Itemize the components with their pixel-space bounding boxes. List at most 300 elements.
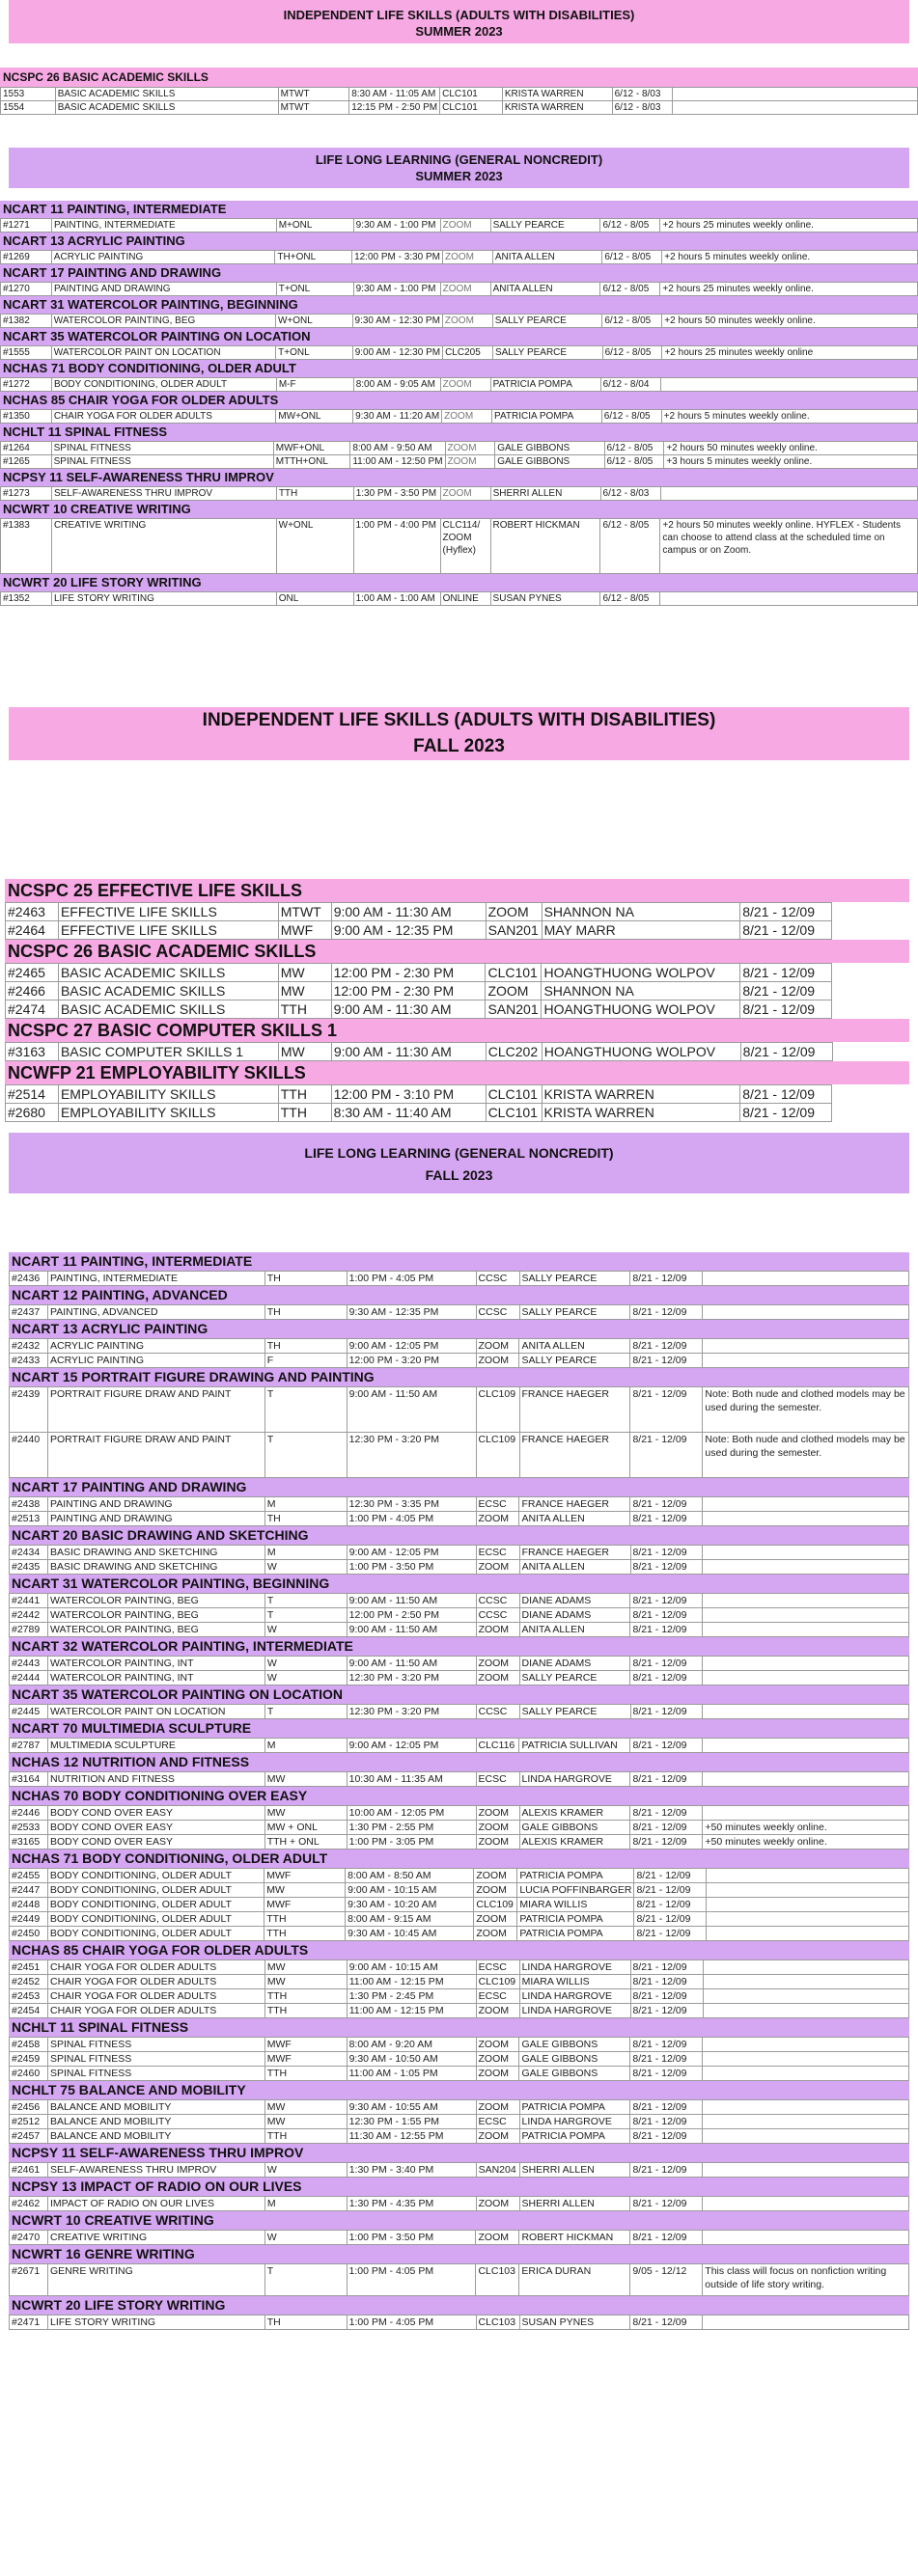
dates: 8/21 - 12/09 (630, 1739, 703, 1753)
course-header: NCWRT 16 GENRE WRITING (9, 2245, 909, 2263)
instructor: GALE GIBBONS (495, 442, 604, 455)
class-number: #2437 (10, 1305, 48, 1320)
days: T (264, 1387, 347, 1433)
course-header: NCART 17 PAINTING AND DRAWING (0, 264, 918, 282)
time: 1:00 PM - 3:50 PM (347, 2231, 476, 2245)
notes: Note: Both nude and clothed models may be used during the semester. (703, 1433, 909, 1478)
instructor: HOANGTHUONG WOLPOV (542, 964, 740, 982)
time: 1:00 PM - 4:05 PM (347, 2316, 476, 2330)
instructor: ROBERT HICKMAN (519, 2231, 630, 2245)
location: ZOOM (486, 982, 542, 1000)
time: 12:00 PM - 2:30 PM (331, 982, 486, 1000)
course-title: BODY COND OVER EASY (47, 1835, 264, 1850)
course-table (0, 486, 918, 501)
instructor: SHERRI ALLEN (519, 2163, 630, 2178)
location: ZOOM (476, 2067, 519, 2081)
notes (703, 2100, 909, 2115)
time: 1:30 PM - 4:35 PM (347, 2197, 476, 2211)
days: MW (264, 2100, 347, 2115)
course-title: MULTIMEDIA SCULPTURE (47, 1739, 264, 1753)
fall-lll-section (0, 1133, 918, 2330)
dates: 8/21 - 12/09 (630, 1705, 703, 1719)
course-header: NCSPC 27 BASIC COMPUTER SKILLS 1 (5, 1019, 909, 1042)
table-row (10, 1305, 909, 1320)
location: CLC109 (476, 1975, 519, 1989)
notes (703, 1339, 909, 1354)
class-number: #2444 (10, 1671, 48, 1685)
summer-lll-banner (9, 148, 909, 188)
location: ECSC (476, 1960, 519, 1975)
table-row (1, 315, 918, 328)
class-number: #2513 (10, 1512, 48, 1526)
class-number: #1264 (1, 442, 52, 455)
time: 9:00 AM - 11:30 AM (331, 903, 486, 921)
table-row (6, 1104, 909, 1122)
days: T (264, 1705, 347, 1719)
course-header: NCWFP 21 EMPLOYABILITY SKILLS (5, 1061, 909, 1084)
time: 1:30 PM - 3:50 PM (353, 487, 440, 501)
class-number: #3164 (10, 1772, 48, 1787)
days: MW (264, 1772, 347, 1787)
time: 11:00 AM - 12:15 PM (347, 1975, 476, 1989)
class-number: #2446 (10, 1806, 48, 1821)
dates: 6/12 - 8/05 (602, 251, 662, 264)
course-header: NCART 35 WATERCOLOR PAINTING ON LOCATION (9, 1685, 909, 1704)
days: TH (264, 2316, 347, 2330)
table-row (1, 346, 918, 360)
instructor: ANITA ALLEN (519, 1339, 630, 1354)
dates: 8/21 - 12/09 (630, 1671, 703, 1685)
time: 9:00 AM - 11:30 AM (331, 1043, 486, 1061)
time: 9:00 AM - 12:35 PM (331, 921, 486, 940)
course-table (0, 441, 918, 469)
dates: 8/21 - 12/09 (634, 1869, 707, 1883)
course-table (5, 963, 909, 1019)
days: T+ONL (276, 346, 353, 360)
location: ECSC (476, 1989, 519, 2004)
dates: 8/21 - 12/09 (630, 1657, 703, 1671)
days: MW (264, 2115, 347, 2129)
notes (703, 1960, 909, 1975)
instructor: KRISTA WARREN (542, 1085, 740, 1104)
fall-lll-banner (9, 1133, 909, 1193)
instructor: ANITA ALLEN (492, 251, 602, 264)
dates: 8/21 - 12/09 (630, 1497, 703, 1512)
notes (703, 2115, 909, 2129)
instructor: GALE GIBBONS (519, 1821, 630, 1835)
class-number: #2453 (10, 1989, 48, 2004)
class-number: #2433 (10, 1354, 48, 1368)
course-header: NCART 31 WATERCOLOR PAINTING, BEGINNING (0, 296, 918, 314)
class-number: #2440 (10, 1433, 48, 1478)
instructor: LINDA HARGROVE (519, 2115, 630, 2129)
time: 9:30 AM - 10:20 AM (346, 1898, 474, 1912)
course-title: WATERCOLOR PAINTING, BEG (47, 1594, 264, 1608)
class-number: #1382 (1, 315, 52, 328)
days: MW (278, 1043, 331, 1061)
course-table (9, 2263, 909, 2296)
course-title: WATERCOLOR PAINTING, BEG (47, 1608, 264, 1623)
notes: +3 hours 5 minutes weekly online. (664, 455, 918, 469)
course-title: SPINAL FITNESS (47, 2038, 264, 2052)
location: CLC101 (486, 1085, 542, 1104)
course-list (0, 201, 918, 606)
location: ZOOM (440, 283, 490, 296)
notes (703, 2038, 909, 2052)
dates: 8/21 - 12/09 (740, 1085, 832, 1104)
instructor: FRANCE HAEGER (519, 1387, 630, 1433)
section-title: LIFE LONG LEARNING (GENERAL NONCREDIT) (304, 1145, 614, 1161)
table-row (10, 1354, 909, 1368)
course-header: NCHLT 11 SPINAL FITNESS (9, 2018, 909, 2037)
fall-ils-section (0, 707, 918, 1122)
dates: 8/21 - 12/09 (630, 2004, 703, 2018)
section-title: LIFE LONG LEARNING (GENERAL NONCREDIT) (315, 152, 603, 167)
table-row (10, 1960, 909, 1975)
summer-lll-section (0, 148, 918, 606)
instructor: LUCIA POFFINBARGER (517, 1883, 634, 1898)
time: 10:00 AM - 12:05 PM (347, 1806, 476, 1821)
time: 9:30 AM - 12:35 PM (347, 1305, 476, 1320)
table-row (1, 251, 918, 264)
location: ZOOM (443, 251, 493, 264)
class-number: #2452 (10, 1975, 48, 1989)
notes (660, 592, 918, 606)
instructor: SALLY PEARCE (490, 219, 600, 233)
days: W (264, 2163, 347, 2178)
table-row (10, 1594, 909, 1608)
notes (660, 487, 918, 501)
course-table (9, 2162, 909, 2178)
dates: 6/12 - 8/05 (600, 519, 660, 574)
days: TH (264, 1512, 347, 1526)
notes (703, 1806, 909, 1821)
class-number: 1554 (1, 101, 56, 115)
course-title: BASIC ACADEMIC SKILLS (55, 88, 278, 101)
course-table (9, 1271, 909, 1286)
class-number: #1383 (1, 519, 52, 574)
location: CCSC (476, 1594, 519, 1608)
instructor: PATRICIA POMPA (492, 410, 602, 424)
location: ZOOM (476, 1806, 519, 1821)
class-number: 1553 (1, 88, 56, 101)
time: 8:00 AM - 9:20 AM (347, 2038, 476, 2052)
instructor: PATRICIA POMPA (519, 2100, 630, 2115)
course-table (9, 1338, 909, 1368)
class-number: #1271 (1, 219, 52, 233)
dates: 8/21 - 12/09 (634, 1883, 707, 1898)
location: CCSC (476, 1608, 519, 1623)
instructor: HOANGTHUONG WOLPOV (542, 1043, 740, 1061)
class-number: #2789 (10, 1623, 48, 1637)
course-title: BODY CONDITIONING, OLDER ADULT (47, 1883, 264, 1898)
days: ONL (276, 592, 353, 606)
location: CCSC (476, 1272, 519, 1286)
table-row (10, 1512, 909, 1526)
class-number: #2451 (10, 1960, 48, 1975)
notes (703, 1305, 909, 1320)
section-term: SUMMER 2023 (415, 24, 503, 39)
table-row (6, 1000, 909, 1019)
course-table (9, 1386, 909, 1478)
dates: 8/21 - 12/09 (630, 2231, 703, 2245)
location: CLC101 (486, 1104, 542, 1122)
days: MWF (264, 2052, 347, 2067)
course-title: BODY COND OVER EASY (47, 1806, 264, 1821)
course-header: NCPSY 13 IMPACT OF RADIO ON OUR LIVES (9, 2178, 909, 2196)
notes: Note: Both nude and clothed models may be used during the semester. (703, 1387, 909, 1433)
dates: 8/21 - 12/09 (630, 1989, 703, 2004)
location: CCSC (476, 1305, 519, 1320)
table-row (6, 964, 909, 982)
notes (703, 1705, 909, 1719)
time: 11:00 AM - 12:50 PM (350, 455, 445, 469)
dates: 8/21 - 12/09 (630, 1623, 703, 1637)
time: 9:00 AM - 11:30 AM (331, 1000, 486, 1019)
location: CLC205 (443, 346, 493, 360)
instructor: PATRICIA POMPA (517, 1927, 634, 1941)
course-header: NCWRT 10 CREATIVE WRITING (0, 501, 918, 518)
class-number: #2438 (10, 1497, 48, 1512)
location: ZOOM (486, 903, 542, 921)
summer-ils-section (0, 0, 918, 115)
notes: +50 minutes weekly online. (703, 1821, 909, 1835)
time: 9:30 AM - 10:55 AM (347, 2100, 476, 2115)
class-number: #2464 (6, 921, 59, 940)
time: 8:00 AM - 9:50 AM (350, 442, 445, 455)
class-number: #1272 (1, 378, 52, 392)
class-number: #2466 (6, 982, 59, 1000)
instructor: LINDA HARGROVE (519, 1989, 630, 2004)
days: TTH (264, 2129, 347, 2144)
table-row (1, 519, 918, 574)
time: 12:00 PM - 2:30 PM (331, 964, 486, 982)
notes (703, 1739, 909, 1753)
course-list (9, 1252, 909, 2330)
notes (703, 1623, 909, 1637)
class-number: #2512 (10, 2115, 48, 2129)
notes (703, 1354, 909, 1368)
instructor: KRISTA WARREN (542, 1104, 740, 1122)
location: ZOOM (476, 1821, 519, 1835)
instructor: ALEXIS KRAMER (519, 1806, 630, 1821)
days: MW (264, 1883, 346, 1898)
table-row (10, 1835, 909, 1850)
table-row (10, 1869, 909, 1883)
dates: 8/21 - 12/09 (630, 1772, 703, 1787)
time: 1:00 PM - 3:05 PM (347, 1835, 476, 1850)
course-title: PAINTING AND DRAWING (47, 1497, 264, 1512)
location: ZOOM (476, 2100, 519, 2115)
notes (672, 101, 917, 115)
instructor: LINDA HARGROVE (519, 1960, 630, 1975)
table-row (1, 442, 918, 455)
class-number: #2449 (10, 1912, 48, 1927)
class-number: #2671 (10, 2264, 48, 2296)
course-title: EFFECTIVE LIFE SKILLS (58, 903, 278, 921)
notes (703, 1497, 909, 1512)
course-header: NCHAS 71 BODY CONDITIONING, OLDER ADULT (0, 360, 918, 377)
location: ECSC (476, 1546, 519, 1560)
notes (703, 2129, 909, 2144)
section-term: SUMMER 2023 (415, 169, 503, 183)
table-row (10, 1772, 909, 1787)
dates: 6/12 - 8/05 (604, 455, 664, 469)
dates: 6/12 - 8/05 (600, 283, 660, 296)
instructor: SHANNON NA (542, 982, 740, 1000)
table-row (10, 1272, 909, 1286)
location: ONLINE (440, 592, 490, 606)
location: ZOOM (474, 1912, 517, 1927)
class-number: #2471 (10, 2316, 48, 2330)
location: CLC101 (486, 964, 542, 982)
class-number: #2442 (10, 1608, 48, 1623)
notes (703, 1594, 909, 1608)
days: W (264, 1560, 347, 1575)
location: ZOOM (445, 442, 495, 455)
table-row (10, 1898, 909, 1912)
course-title: BASIC ACADEMIC SKILLS (55, 101, 278, 115)
days: MTWT (278, 88, 349, 101)
course-header: NCPSY 11 SELF-AWARENESS THRU IMPROV (0, 469, 918, 486)
course-title: SELF-AWARENESS THRU IMPROV (51, 487, 276, 501)
location: ZOOM (440, 378, 490, 392)
time: 12:15 PM - 2:50 PM (349, 101, 440, 115)
class-number: #1555 (1, 346, 52, 360)
location: ZOOM (476, 2231, 519, 2245)
days: TTH (264, 1927, 346, 1941)
section-term: FALL 2023 (413, 736, 505, 756)
dates: 8/21 - 12/09 (740, 982, 832, 1000)
time: 9:00 AM - 12:05 PM (347, 1739, 476, 1753)
notes: +2 hours 5 minutes weekly online. (661, 410, 917, 424)
table-row (10, 1433, 909, 1478)
days: MWF (264, 1898, 346, 1912)
table-row (10, 2197, 909, 2211)
course-header: NCART 35 WATERCOLOR PAINTING ON LOCATION (0, 328, 918, 345)
days: TTH (278, 1085, 331, 1104)
notes: +2 hours 5 minutes weekly online. (662, 251, 918, 264)
location: CLC114/ ZOOM (Hyflex) (440, 519, 490, 574)
class-number: #3165 (10, 1835, 48, 1850)
days: MW (278, 964, 331, 982)
dates: 8/21 - 12/09 (630, 1975, 703, 1989)
course-list (5, 879, 909, 1122)
table-row (10, 2264, 909, 2296)
notes (703, 1772, 909, 1787)
time: 12:30 PM - 3:20 PM (347, 1705, 476, 1719)
dates: 8/21 - 12/09 (630, 1806, 703, 1821)
course-title: PAINTING, ADVANCED (47, 1305, 264, 1320)
table-row (10, 1608, 909, 1623)
course-table (9, 1593, 909, 1637)
dates: 6/12 - 8/05 (600, 219, 660, 233)
time: 1:00 PM - 4:05 PM (347, 1512, 476, 1526)
instructor: FRANCE HAEGER (519, 1433, 630, 1478)
notes (703, 1657, 909, 1671)
course-title: LIFE STORY WRITING (51, 592, 276, 606)
course-table (9, 1959, 909, 2018)
course-header: NCART 13 ACRYLIC PAINTING (0, 233, 918, 250)
course-header: NCART 17 PAINTING AND DRAWING (9, 1478, 909, 1496)
dates: 8/21 - 12/09 (634, 1912, 707, 1927)
dates: 8/21 - 12/09 (630, 1560, 703, 1575)
dates: 6/12 - 8/05 (601, 410, 661, 424)
instructor: ERICA DURAN (519, 2264, 630, 2296)
location: ECSC (476, 1497, 519, 1512)
time: 11:00 AM - 1:05 PM (347, 2067, 476, 2081)
class-number: #2461 (10, 2163, 48, 2178)
table-row (1, 410, 918, 424)
course-title: BODY CONDITIONING, OLDER ADULT (47, 1869, 264, 1883)
table-row (6, 903, 909, 921)
location: ZOOM (474, 1927, 517, 1941)
location: CLC116 (476, 1739, 519, 1753)
table-row (1, 487, 918, 501)
class-number: #2432 (10, 1339, 48, 1354)
course-table (0, 591, 918, 606)
instructor: PATRICIA POMPA (517, 1869, 634, 1883)
course-title: BODY CONDITIONING, OLDER ADULT (47, 1912, 264, 1927)
class-number: #2787 (10, 1739, 48, 1753)
course-table (5, 902, 909, 940)
days: MTTH+ONL (273, 455, 350, 469)
time: 1:30 PM - 2:55 PM (347, 1821, 476, 1835)
course-title: BODY COND OVER EASY (47, 1821, 264, 1835)
dates: 8/21 - 12/09 (630, 1354, 703, 1368)
location: ZOOM (476, 1560, 519, 1575)
course-title: CHAIR YOGA FOR OLDER ADULTS (47, 1975, 264, 1989)
course-table (0, 282, 918, 296)
days: TTH (264, 2067, 347, 2081)
class-number: #2462 (10, 2197, 48, 2211)
location: ZOOM (442, 410, 492, 424)
time: 9:00 AM - 11:50 AM (347, 1594, 476, 1608)
course-table (0, 87, 918, 115)
class-number: #2445 (10, 1705, 48, 1719)
instructor: GALE GIBBONS (519, 2067, 630, 2081)
fall-ils-banner (9, 707, 909, 760)
instructor: ANITA ALLEN (519, 1560, 630, 1575)
days: TTH (264, 2004, 347, 2018)
table-row (1, 219, 918, 233)
course-header: NCART 11 PAINTING, INTERMEDIATE (9, 1252, 909, 1271)
course-header: NCART 15 PORTRAIT FIGURE DRAWING AND PAINTING (9, 1368, 909, 1386)
dates: 8/21 - 12/09 (634, 1898, 707, 1912)
time: 10:30 AM - 11:35 AM (347, 1772, 476, 1787)
table-row (10, 2067, 909, 2081)
course-title: SPINAL FITNESS (51, 442, 273, 455)
time: 12:00 PM - 3:20 PM (347, 1354, 476, 1368)
time: 9:00 AM - 11:50 AM (347, 1657, 476, 1671)
table-row (10, 1339, 909, 1354)
instructor: HOANGTHUONG WOLPOV (542, 1000, 740, 1019)
instructor: LINDA HARGROVE (519, 2004, 630, 2018)
days: TTH (276, 487, 353, 501)
dates: 8/21 - 12/09 (630, 2163, 703, 2178)
location: CLC109 (474, 1898, 517, 1912)
table-row (10, 2115, 909, 2129)
days: TTH + ONL (264, 1835, 347, 1850)
dates: 8/21 - 12/09 (630, 1433, 703, 1478)
instructor: ANITA ALLEN (490, 283, 600, 296)
instructor: PATRICIA POMPA (519, 2129, 630, 2144)
dates: 8/21 - 12/09 (630, 1594, 703, 1608)
course-header: NCART 12 PAINTING, ADVANCED (9, 1286, 909, 1304)
location: ECSC (476, 1772, 519, 1787)
instructor: ANITA ALLEN (519, 1623, 630, 1637)
class-number: #1270 (1, 283, 52, 296)
